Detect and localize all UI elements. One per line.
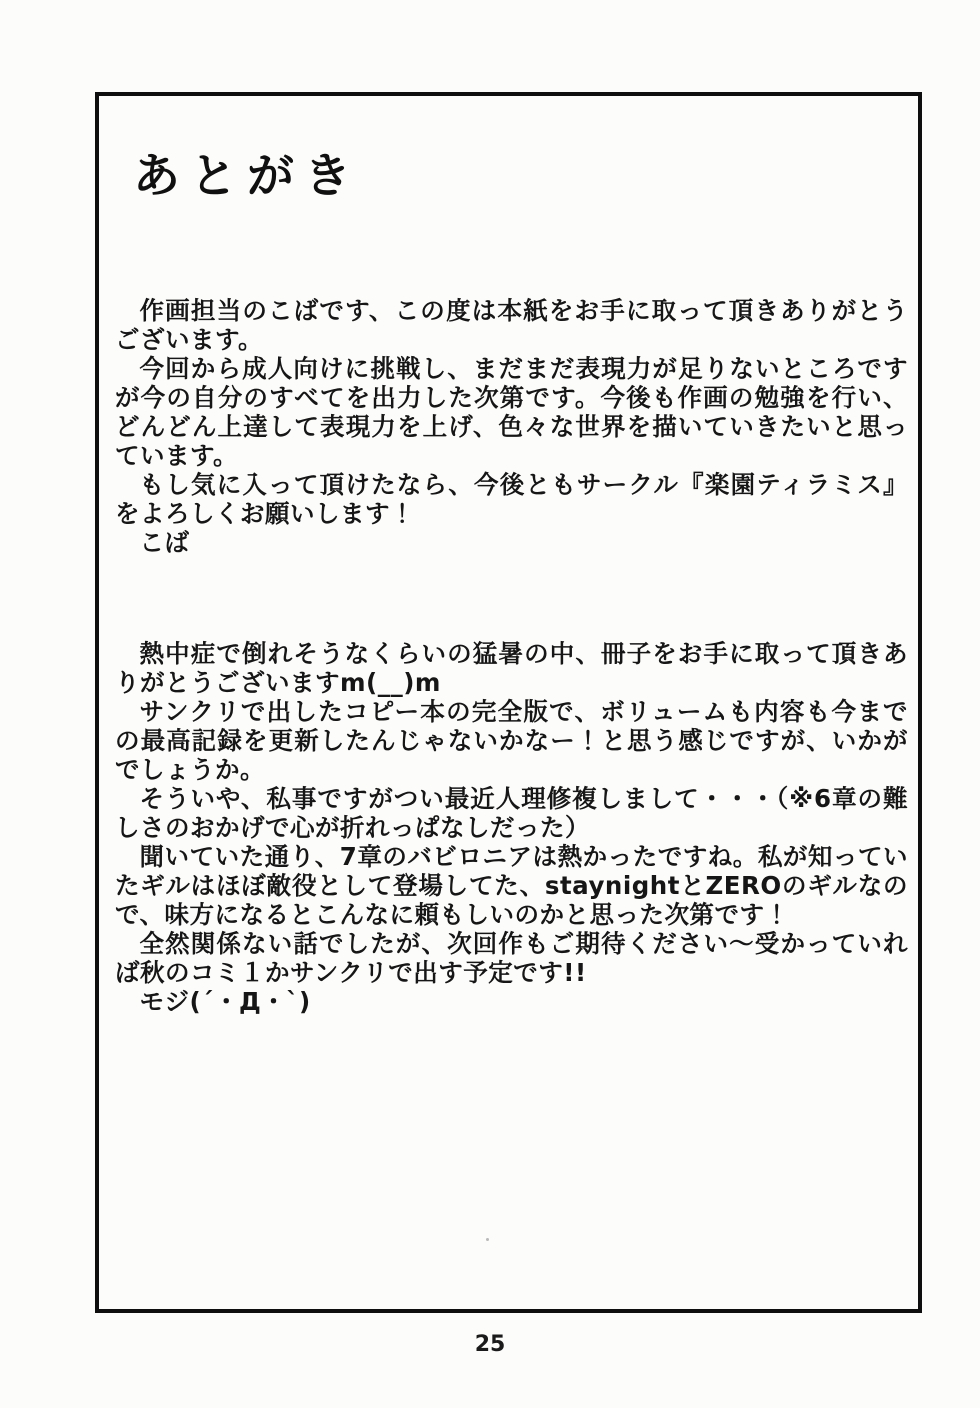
afterword-paragraph: 全然関係ない話でしたが、次回作もご期待ください〜受かっていれば秋のコミ１かサンクリで出す予定です!! — [115, 929, 908, 987]
afterword-paragraph: 熱中症で倒れそうなくらいの猛暑の中、冊子をお手に取って頂きありがとうございますm(__)m — [115, 639, 908, 697]
afterword-paragraph: 聞いていた通り、7章のバビロニアは熱かったですね。私が知っていたギルはほぼ敵役として登場してた、staynightとZEROのギルなので、味方になるとこんなに頼もしいのかと思った次第です！ — [115, 842, 908, 929]
content-frame — [95, 92, 922, 1313]
signature-moji: モジ(´・Д・`) — [139, 987, 311, 1016]
afterword-paragraph: サンクリで出したコピー本の完全版で、ボリュームも内容も今までの最高記録を更新したんじゃないかなー！と思う感じですが、いかがでしょうか。 — [115, 697, 908, 784]
afterword-body — [115, 296, 908, 1016]
page-title: あとがき — [133, 149, 361, 205]
afterword-section-writer — [115, 639, 908, 1016]
scan-speckle — [486, 1238, 489, 1241]
afterword-paragraph: そういや、私事ですがつい最近人理修複しまして・・・（※6章の難しさのおかげで心が折れっぱなしだった） — [115, 784, 908, 842]
page-number: 25 — [474, 1332, 506, 1357]
afterword-section-artist — [115, 296, 908, 557]
afterword-paragraph: 今回から成人向けに挑戦し、まだまだ表現力が足りないところですが今の自分のすべてを出力した次第です。今後も作画の勉強を行い、どんどん上達して表現力を上げ、色々な世界を描いていきたいと思っています。 — [115, 354, 908, 470]
afterword-paragraph: 作画担当のこばです、この度は本紙をお手に取って頂きありがとうございます。 — [115, 296, 908, 354]
signature-koba: こば — [139, 528, 190, 557]
afterword-paragraph: もし気に入って頂けたなら、今後ともサークル『楽園ティラミス』をよろしくお願いします！ — [115, 470, 908, 528]
